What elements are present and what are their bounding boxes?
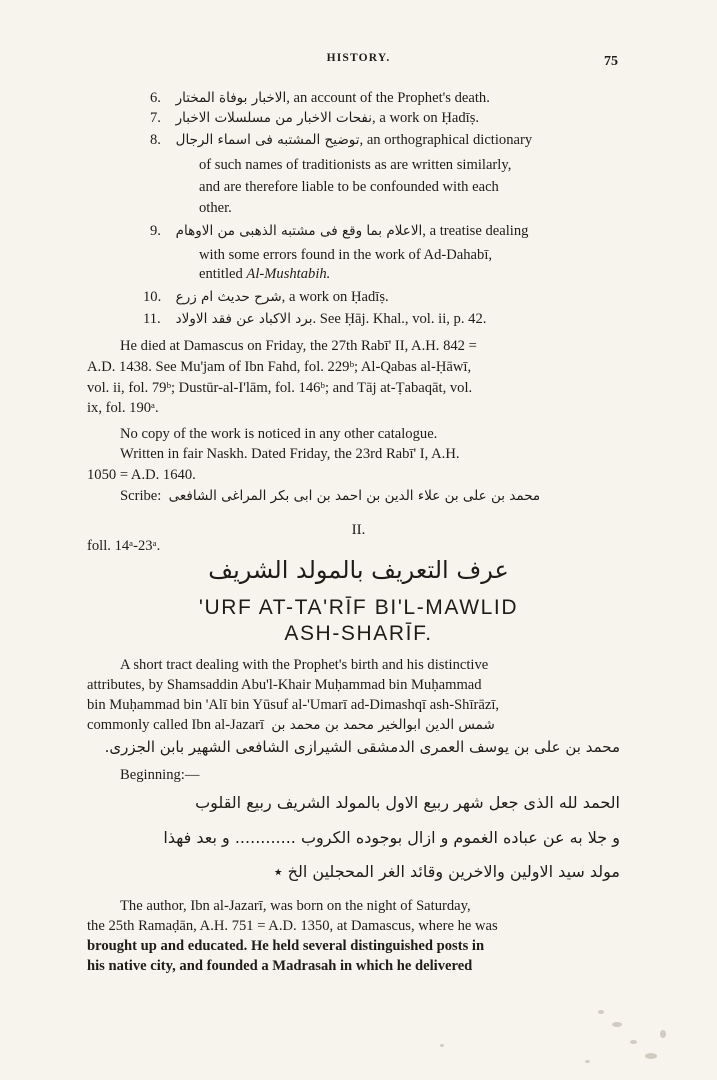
paragraph-line: bin Muḥammad bin 'Alī bin Yūsuf al-'Umarī ad-Dimashqī ash-Shīrāzī, (87, 697, 500, 713)
scribe-line (120, 487, 540, 505)
arabic-incipit-line: و جلا به عن عباده الغموم و ازال بوجوده الكروب ............ و بعد فهذا (163, 828, 620, 847)
paragraph-line: vol. ii, fol. 79ᵇ; Dustūr-al-I'lām, fol. 146ᵇ; and Tāj at-Ṭabaqāt, vol. (87, 380, 473, 396)
arabic-incipit-line: الحمد لله الذى جعل شهر ربيع الاول بالمولد الشريف ربيع القلوب (195, 793, 620, 812)
paragraph-line: The author, Ibn al-Jazarī, was born on the night of Saturday, (120, 898, 471, 914)
beginning-label: Beginning:— (120, 767, 200, 783)
section-title-line-1: 'URF AT-TA'RĪF BI'L-MAWLID (198, 596, 519, 619)
list-item-continuation: with some errors found in the work of Ad-Dahabī, (199, 247, 493, 263)
running-header: HISTORY. (326, 52, 391, 64)
paragraph-line: A.D. 1438. See Mu'jam of Ibn Fahd, fol. 229ᵇ; Al-Qabas al-Ḥāwī, (87, 359, 472, 375)
paragraph-line: commonly called Ibn al-Jazarī شمس الدين ابوالخير محمد بن محمد بن (87, 717, 495, 733)
paper-stain (660, 1030, 666, 1038)
paragraph-line: brought up and educated. He held several distinguished posts in (87, 938, 485, 954)
list-item-continuation: and are therefore liable to be confounded with each (199, 179, 499, 195)
paragraph-line: He died at Damascus on Friday, the 27th Rabī' II, A.H. 842 = (120, 338, 477, 354)
folio-range: foll. 14ᵃ-23ᵃ. (87, 538, 161, 554)
arabic-incipit-line: مولد سيد الاولين والاخرين وقائد الغر المحجلين الخ ٭ (273, 862, 620, 881)
paper-stain (440, 1044, 444, 1047)
list-item: 10. شرح حديث ام زرع, a work on Ḥadīṣ. (143, 289, 389, 305)
paper-stain (645, 1053, 657, 1059)
paragraph-line: 1050 = A.D. 1640. (87, 467, 196, 483)
paragraph-line: Written in fair Naskh. Dated Friday, the 23rd Rabī' I, A.H. (120, 446, 460, 462)
paragraph-line: the 25th Ramaḍān, A.H. 751 = A.D. 1350, at Damascus, where he was (87, 918, 498, 934)
paper-stain (630, 1040, 637, 1044)
list-item-continuation: other. (199, 200, 232, 216)
paragraph-line: attributes, by Shamsaddin Abu'l-Khair Muḥammad bin Muḥammad (87, 677, 482, 693)
list-item: 8. توضيح المشتبه فى اسماء الرجال, an orthographical dictionary (150, 132, 533, 148)
paragraph-line: A short tract dealing with the Prophet's birth and his distinctive (120, 657, 489, 673)
paper-stain (585, 1060, 590, 1063)
list-item: 11. برد الاكباد عن فقد الاولاد. See Ḥāj. Khal., vol. ii, p. 42. (143, 311, 487, 327)
arabic-section-title: عرف التعريف بالمولد الشريف (208, 556, 509, 584)
paper-stain (612, 1022, 622, 1027)
arabic-name-line: محمد بن على بن يوسف العمرى الدمشقى الشيرازى الشافعى الشهير بابن الجزرى. (104, 738, 620, 756)
paper-stain (598, 1010, 604, 1014)
scribe-label: Scribe: (120, 488, 162, 504)
paragraph-line: his native city, and founded a Madrasah in which he delivered (87, 958, 473, 974)
section-number: II. (351, 522, 366, 538)
scribe-name-arabic: محمد بن على بن علاء الدين بن احمد بن ابى بكر المراغى الشافعى (168, 488, 541, 504)
section-title-line-2: ASH-SHARĪF. (284, 622, 433, 645)
list-item-continuation: entitled Al-Mushtabih. (199, 266, 331, 282)
list-item-continuation: of such names of traditionists as are written similarly, (199, 157, 512, 173)
list-item: 6. الاخبار بوفاة المختار, an account of the Prophet's death. (150, 90, 490, 106)
page-number: 75 (604, 54, 618, 69)
list-item: 7. نفحات الاخبار من مسلسلات الاخبار, a work on Ḥadīṣ. (150, 110, 480, 126)
paragraph-line: ix, fol. 190ᵃ. (87, 400, 159, 416)
no-copy-note: No copy of the work is noticed in any other catalogue. (120, 426, 438, 442)
list-item: 9. الاعلام بما وقع فى مشتبه الذهبى من الاوهام, a treatise dealing (150, 223, 529, 239)
